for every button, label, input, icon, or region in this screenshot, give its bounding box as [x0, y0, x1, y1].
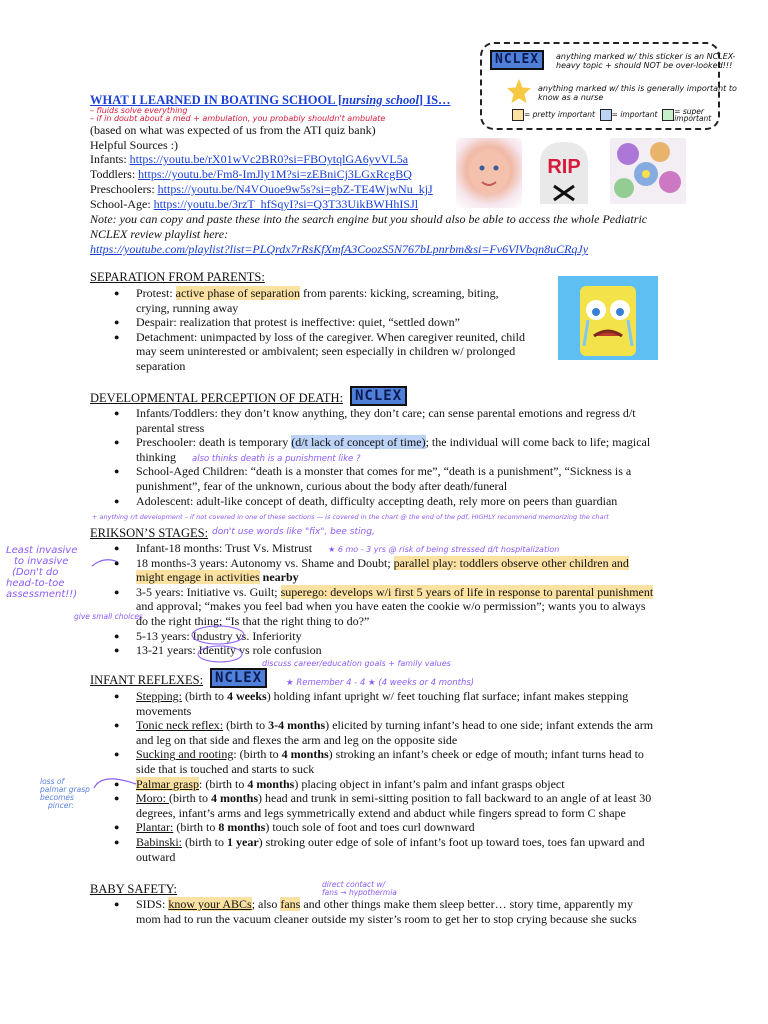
list-item: ● Sucking and rooting: (birth to 4 months) stroking an infant’s cheek or edge of mouth; infant turns head to side that is touched and starts to suck [90, 747, 710, 776]
sponge-character-icon [558, 276, 658, 360]
list-item: ● Detachment: unimpacted by loss of the caregiver. When caregiver reunited, child may seem uninterested or ambivalent; seen especially in children w/ prolonged separation [90, 330, 530, 374]
legend-box [480, 42, 737, 130]
palmar-grasp-note: loss of palmar grasp becomes pincer: [40, 777, 90, 810]
list-item: ● Preschooler: death is temporary (d/t lack of concept of time); the individual will come back to life; magical thinking also thinks death is a punishment like ? [90, 435, 710, 464]
remember-4-4-note: ★ Remember 4 - 4 ★ (4 weeks or 4 months) [286, 678, 475, 688]
list-item: ● Infants/Toddlers: they don’t know anything, they don’t care; can sense parental emotions and regress d/t parental stress [90, 406, 710, 435]
legend-badge-note: anything marked w/ this sticker is an NCLEX- heavy topic + should NOT be over-looked!!! [556, 52, 736, 70]
list-item: ● 3-5 years: Initiative vs. Guilt; superego: develops w/i first 5 years of life in response to parental punishment and approval; “makes you feel bad when you have eaten the cookie w/o permission”; wants you to always do the right thing; “Is that the right thing to do?” [90, 585, 710, 629]
list-item: ● Babinski: (birth to 1 year) stroking outer edge of sole of infant’s foot up toward toes, toes fan upward and outward [90, 835, 710, 864]
source-preschoolers-link[interactable]: https://youtu.be/N4VOuoe9w5s?si=gbZ-TE4WjwNu_kjJ [157, 182, 433, 196]
legend-star-note: anything marked w/ this is generally important to know as a nurse [538, 84, 737, 102]
development-footnote: + anything r/t development – if not covered in one of these sections — is covered in the chart @ the end of the pdf, HIGHLY recommend memorizing the chart [92, 513, 609, 521]
separation-heading: SEPARATION FROM PARENTS: [90, 270, 265, 284]
least-invasive-note: Least invasive to invasive (Don't do head-to-toe assessment!!) [6, 545, 78, 600]
reflexes-heading: INFANT REFLEXES: [90, 673, 204, 687]
death-heading: DEVELOPMENTAL PERCEPTION OF DEATH: [90, 391, 344, 405]
rip-tombstone [534, 138, 594, 204]
nclex-sticker-icon: NCLEX [490, 50, 544, 70]
source-infants-link[interactable]: https://youtu.be/rX01wVc2BR0?si=FBOytqlGA6yvVL5a [129, 152, 409, 166]
list-item: ● Despair: realization that protest is ineffective: quiet, “settled down” [90, 315, 530, 330]
reflexes-list [90, 689, 710, 864]
list-item: ● School-Aged Children: “death is a monster that comes for me”, “death is a punishment”, “Sickness is a punishment”, fear of the unknown, curious about the body after death/funeral [90, 464, 710, 493]
erikson-heading: ERIKSON’S STAGES: [90, 526, 209, 540]
red-note-ambulate: – if in doubt about a med + ambulation, you probably shouldn't ambulate [90, 114, 386, 123]
floral-sticker [610, 138, 686, 204]
legend-key: = pretty important = important = super important [512, 108, 711, 122]
list-item: ● Palmar grasp: (birth to 4 months) placing object in infant’s palm and infant grasps object [90, 777, 710, 792]
based-on-text: (based on what was expected of us from the ATI quiz bank) [90, 123, 376, 137]
handwritten-punishment-note: also thinks death is a punishment like ? [192, 453, 361, 464]
list-item: ● 5-13 years: Industry vs. Inferiority [90, 629, 710, 644]
page-title: WHAT I LEARNED IN BOATING SCHOOL [nursing school] IS… [90, 93, 451, 107]
death-list [90, 406, 710, 508]
small-choices-note: give small choices [74, 612, 143, 621]
source-preschoolers: Preschoolers: https://youtu.be/N4VOuoe9w5s?si=gbZ-TE4WjwNu_kjJ [90, 182, 433, 196]
note-line-2: NCLEX review playlist here: [90, 227, 229, 241]
important-swatch [600, 109, 612, 121]
arrow-icon [92, 770, 138, 790]
erikson-list [90, 541, 710, 658]
list-item: ● 13-21 years: Identity vs role confusion [90, 643, 710, 658]
separation-list [90, 286, 530, 374]
baby-photo [456, 138, 522, 208]
star-icon [506, 78, 532, 104]
helpful-sources-label: Helpful Sources :) [90, 138, 178, 152]
source-infants: Infants: https://youtu.be/rX01wVc2BR0?si=FBOytqlGA6yvVL5a [90, 152, 409, 166]
rip-text: RIP [547, 156, 581, 178]
list-item: ● Protest: active phase of separation from parents: kicking, screaming, biting, crying, running away [90, 286, 530, 315]
source-school-age-link[interactable]: https://youtu.be/3rzT_hfSqyI?si=Q3T33UikBWHhISJl [153, 197, 419, 211]
pretty-important-swatch [512, 109, 524, 121]
career-goals-note: discuss career/education goals + family values [262, 659, 451, 668]
nclex-sticker-icon: NCLEX [350, 386, 407, 406]
list-item: ● Stepping: (birth to 4 weeks) holding infant upright w/ feet touching flat surface; infant makes stepping movements [90, 689, 710, 718]
nclex-sticker-icon: NCLEX [210, 668, 267, 688]
list-item: ● SIDS: know your ABCs; also fans and other things make them sleep better… story time, apparently my mom had to run the vacuum cleaner outside my sister’s room to get her to stop crying because she sucks [90, 897, 710, 926]
playlist-link[interactable]: https://youtube.com/playlist?list=PLQrdx7rRsKfXmfA3CoozS5N767bLpnrbm&si=Fv6VlVbqn8uCRqJy [90, 242, 589, 256]
playlist-line [90, 242, 588, 256]
words-note: don't use words like "fix", bee sting, [212, 527, 375, 537]
circle-annotation-icon [190, 620, 270, 664]
list-item: ● Tonic neck reflex: (birth to 3-4 months) elicited by turning infant’s head to one side; infant extends the arm and leg on that side and flexes the arm and leg on the opposite side [90, 718, 710, 747]
super-important-swatch [662, 109, 674, 121]
crying-spongebob-image [558, 276, 658, 360]
list-item: ● 18 months-3 years: Autonomy vs. Shame and Doubt; parallel play: toddlers observe other children and might engage in activities nearby [90, 556, 710, 585]
baby-face-icon [456, 138, 522, 208]
flowers-icon [610, 138, 686, 204]
list-item: ● Moro: (birth to 4 months) head and trunk in semi-sitting position to fall backward to an angle of at least 30 degrees, infant’s arms and legs symmetrically extend and abduct while fingers spread to form C shape [90, 791, 710, 820]
source-toddlers: Toddlers: https://youtu.be/Fm8-ImJly1M?si=zEBniCj3LGxRcgBQ [90, 167, 412, 181]
list-item: ● Adolescent: adult-like concept of death, difficulty accepting death, rely more on peers than guardian [90, 494, 710, 509]
list-item: ● Infant-18 months: Trust Vs. Mistrust ★ 6 mo - 3 yrs @ risk of being stressed d/t hospitalization [90, 541, 710, 556]
red-note-fluids: – fluids solve everything [90, 106, 188, 115]
hospitalization-note: ★ 6 mo - 3 yrs @ risk of being stressed d/t hospitalization [328, 545, 560, 554]
source-school-age: School-Age: https://youtu.be/3rzT_hfSqyI?si=Q3T33UikBWHhISJl [90, 197, 419, 211]
safety-list [90, 897, 710, 926]
list-item: ● Plantar: (birth to 8 months) touch sole of foot and toes curl downward [90, 820, 710, 835]
source-toddlers-link[interactable]: https://youtu.be/Fm8-ImJly1M?si=zEBniCj3LGxRcgBQ [138, 167, 412, 181]
note-line-1: Note: you can copy and paste these into the search engine but you should also be able to access the whole Pediatric [90, 212, 648, 226]
safety-heading: BABY SAFETY: [90, 882, 177, 896]
fans-hypothermia-note: direct contact w/ fans → hypothermia [322, 880, 397, 897]
